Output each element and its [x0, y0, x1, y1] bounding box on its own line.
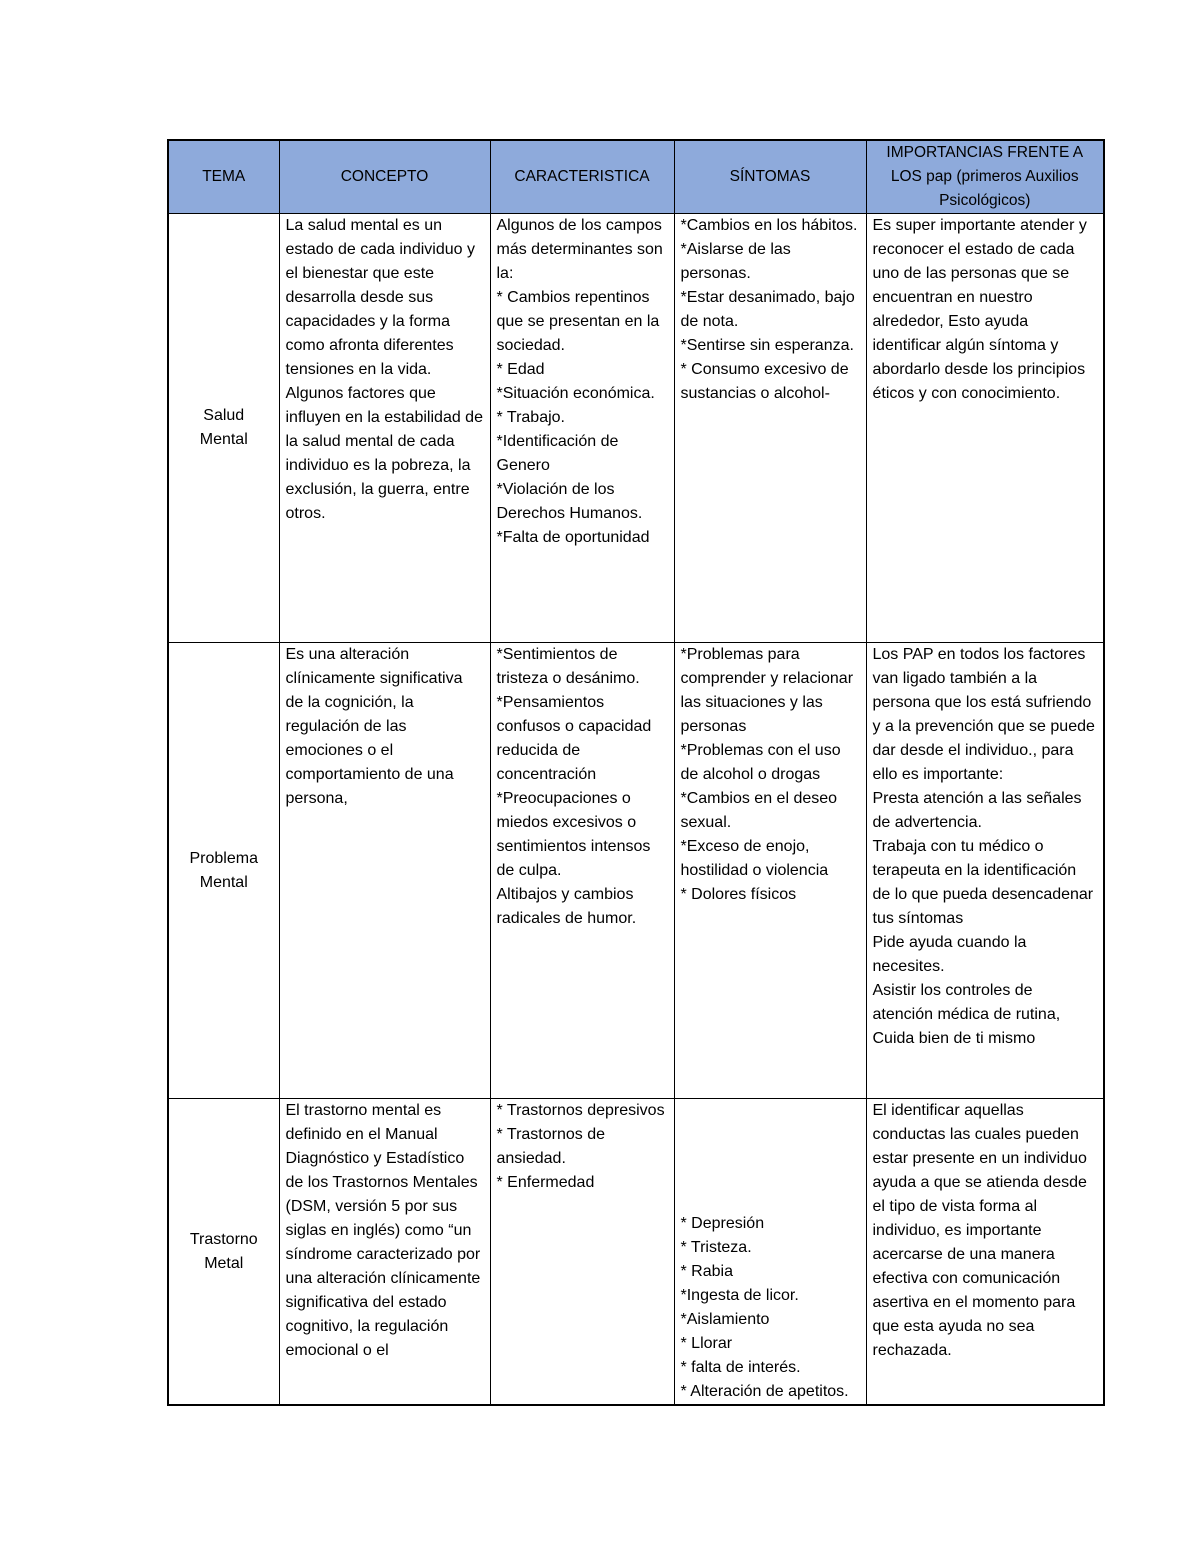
row-concepto: Es una alteración clínicamente significativa de la cognición, la regulación de las emociones o el comportamiento de una persona,	[279, 643, 490, 1099]
row-tema: Salud Mental	[168, 214, 279, 643]
row-caracteristica: Algunos de los campos más determinantes son la: * Cambios repentinos que se presentan en la sociedad. * Edad *Situación económica. * Trabajo. *Identificación de Genero *Violación de los Derechos Humanos. *Falta de oportunidad	[490, 214, 674, 643]
header-tema: TEMA	[168, 140, 279, 214]
concept-table	[167, 139, 1105, 1406]
row-importancia: El identificar aquellas conductas las cuales pueden estar presente en un individuo ayuda a que se atienda desde el tipo de vista forma al individuo, es importante acercarse de una manera efectiva con comunicación asertiva en el momento para que esta ayuda no sea rechazada.	[866, 1099, 1104, 1406]
row-sintomas: *Cambios en los hábitos. *Aislarse de las personas. *Estar desanimado, bajo de nota. *Sentirse sin esperanza. * Consumo excesivo de sustancias o alcohol-	[674, 214, 866, 643]
header-sintomas: SÍNTOMAS	[674, 140, 866, 214]
row-tema: Trastorno Metal	[168, 1099, 279, 1406]
header-caracteristica: CARACTERISTICA	[490, 140, 674, 214]
header-importancia: IMPORTANCIAS FRENTE A LOS pap (primeros Auxilios Psicológicos)	[866, 140, 1104, 214]
row-concepto: La salud mental es un estado de cada individuo y el bienestar que este desarrolla desde sus capacidades y la forma como afronta diferentes tensiones en la vida. Algunos factores que influyen en la estabilidad de la salud mental de cada individuo es la pobreza, la exclusión, la guerra, entre otros.	[279, 214, 490, 643]
row-tema: Problema Mental	[168, 643, 279, 1099]
row-sintomas: * Depresión * Tristeza. * Rabia *Ingesta de licor. *Aislamiento * Llorar * falta de interés. * Alteración de apetitos.	[674, 1099, 866, 1406]
table-row	[168, 214, 1104, 643]
row-caracteristica: *Sentimientos de tristeza o desánimo. *Pensamientos confusos o capacidad reducida de concentración *Preocupaciones o miedos excesivos o sentimientos intensos de culpa. Altibajos y cambios radicales de humor.	[490, 643, 674, 1099]
row-sintomas: *Problemas para comprender y relacionar las situaciones y las personas *Problemas con el uso de alcohol o drogas *Cambios en el deseo sexual. *Exceso de enojo, hostilidad o violencia * Dolores físicos	[674, 643, 866, 1099]
header-row	[168, 140, 1104, 214]
table-row	[168, 643, 1104, 1099]
row-importancia: Los PAP en todos los factores van ligado también a la persona que los está sufriendo y a la prevención que se puede dar desde el individuo., para ello es importante: Presta atención a las señales de advertencia. Trabaja con tu médico o terapeuta en la identificación de lo que pueda desencadenar tus síntomas Pide ayuda cuando la necesites. Asistir los controles de atención médica de rutina, Cuida bien de ti mismo	[866, 643, 1104, 1099]
row-caracteristica: * Trastornos depresivos * Trastornos de ansiedad. * Enfermedad	[490, 1099, 674, 1406]
row-importancia: Es super importante atender y reconocer el estado de cada uno de las personas que se encuentran en nuestro alrededor, Esto ayuda identificar algún síntoma y abordarlo desde los principios éticos y con conocimiento.	[866, 214, 1104, 643]
table-row	[168, 1099, 1104, 1406]
header-concepto: CONCEPTO	[279, 140, 490, 214]
row-concepto: El trastorno mental es definido en el Manual Diagnóstico y Estadístico de los Trastornos Mentales (DSM, versión 5 por sus siglas en inglés) como “un síndrome caracterizado por una alteración clínicamente significativa del estado cognitivo, la regulación emocional o el	[279, 1099, 490, 1406]
